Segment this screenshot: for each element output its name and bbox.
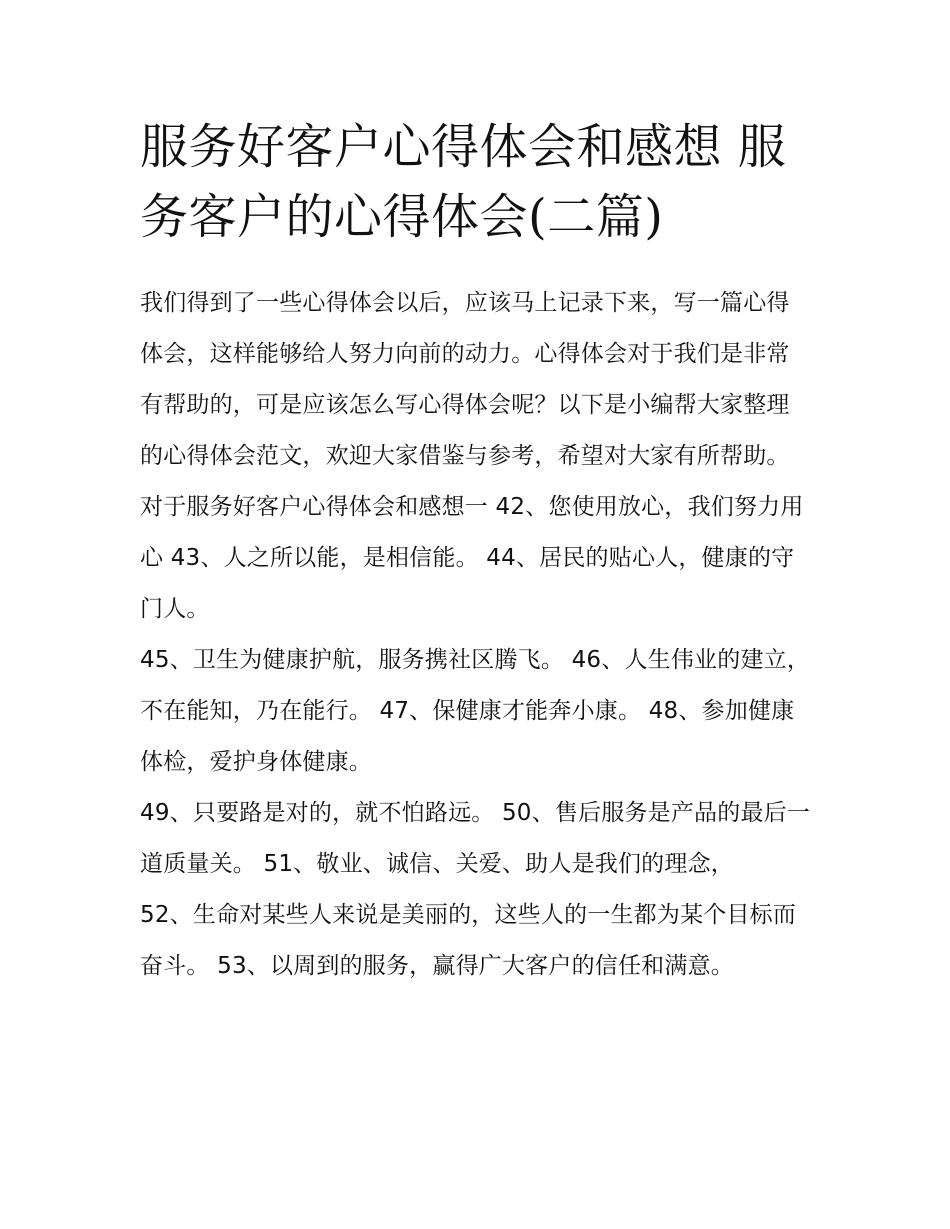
document-title: 服务好客户心得体会和感想 服务客户的心得体会(二篇) (140, 119, 787, 245)
body-paragraph-1: 对于服务好客户心得体会和感想一 42、您使用放心，我们努力用心 43、人之所以能，是相信能。 44、居民的贴心人，健康的守门人。 (140, 494, 804, 622)
body-paragraph-4: 52、生命对某些人来说是美丽的，这些人的一生都为某个目标而奋斗。 53、以周到的服务，赢得广大客户的信任和满意。 (140, 902, 797, 979)
intro-paragraph: 我们得到了一些心得体会以后，应该马上记录下来，写一篇心得体会，这样能够给人努力向前的动力。心得体会对于我们是非常有帮助的，可是应该怎么写心得体会呢？以下是小编帮大家整理的心得体会范文，欢迎大家借鉴与参考，希望对大家有所帮助。 (140, 290, 790, 469)
body-paragraph-3: 49、只要路是对的，就不怕路远。 50、售后服务是产品的最后一道质量关。 51、敬业、诚信、关爱、助人是我们的理念， (140, 800, 811, 877)
document-page (140, 112, 812, 992)
body-paragraph-2: 45、卫生为健康护航，服务携社区腾飞。 46、人生伟业的建立，不在能知，乃在能行。 47、保健康才能奔小康。 48、参加健康体检，爱护身体健康。 (140, 647, 811, 775)
